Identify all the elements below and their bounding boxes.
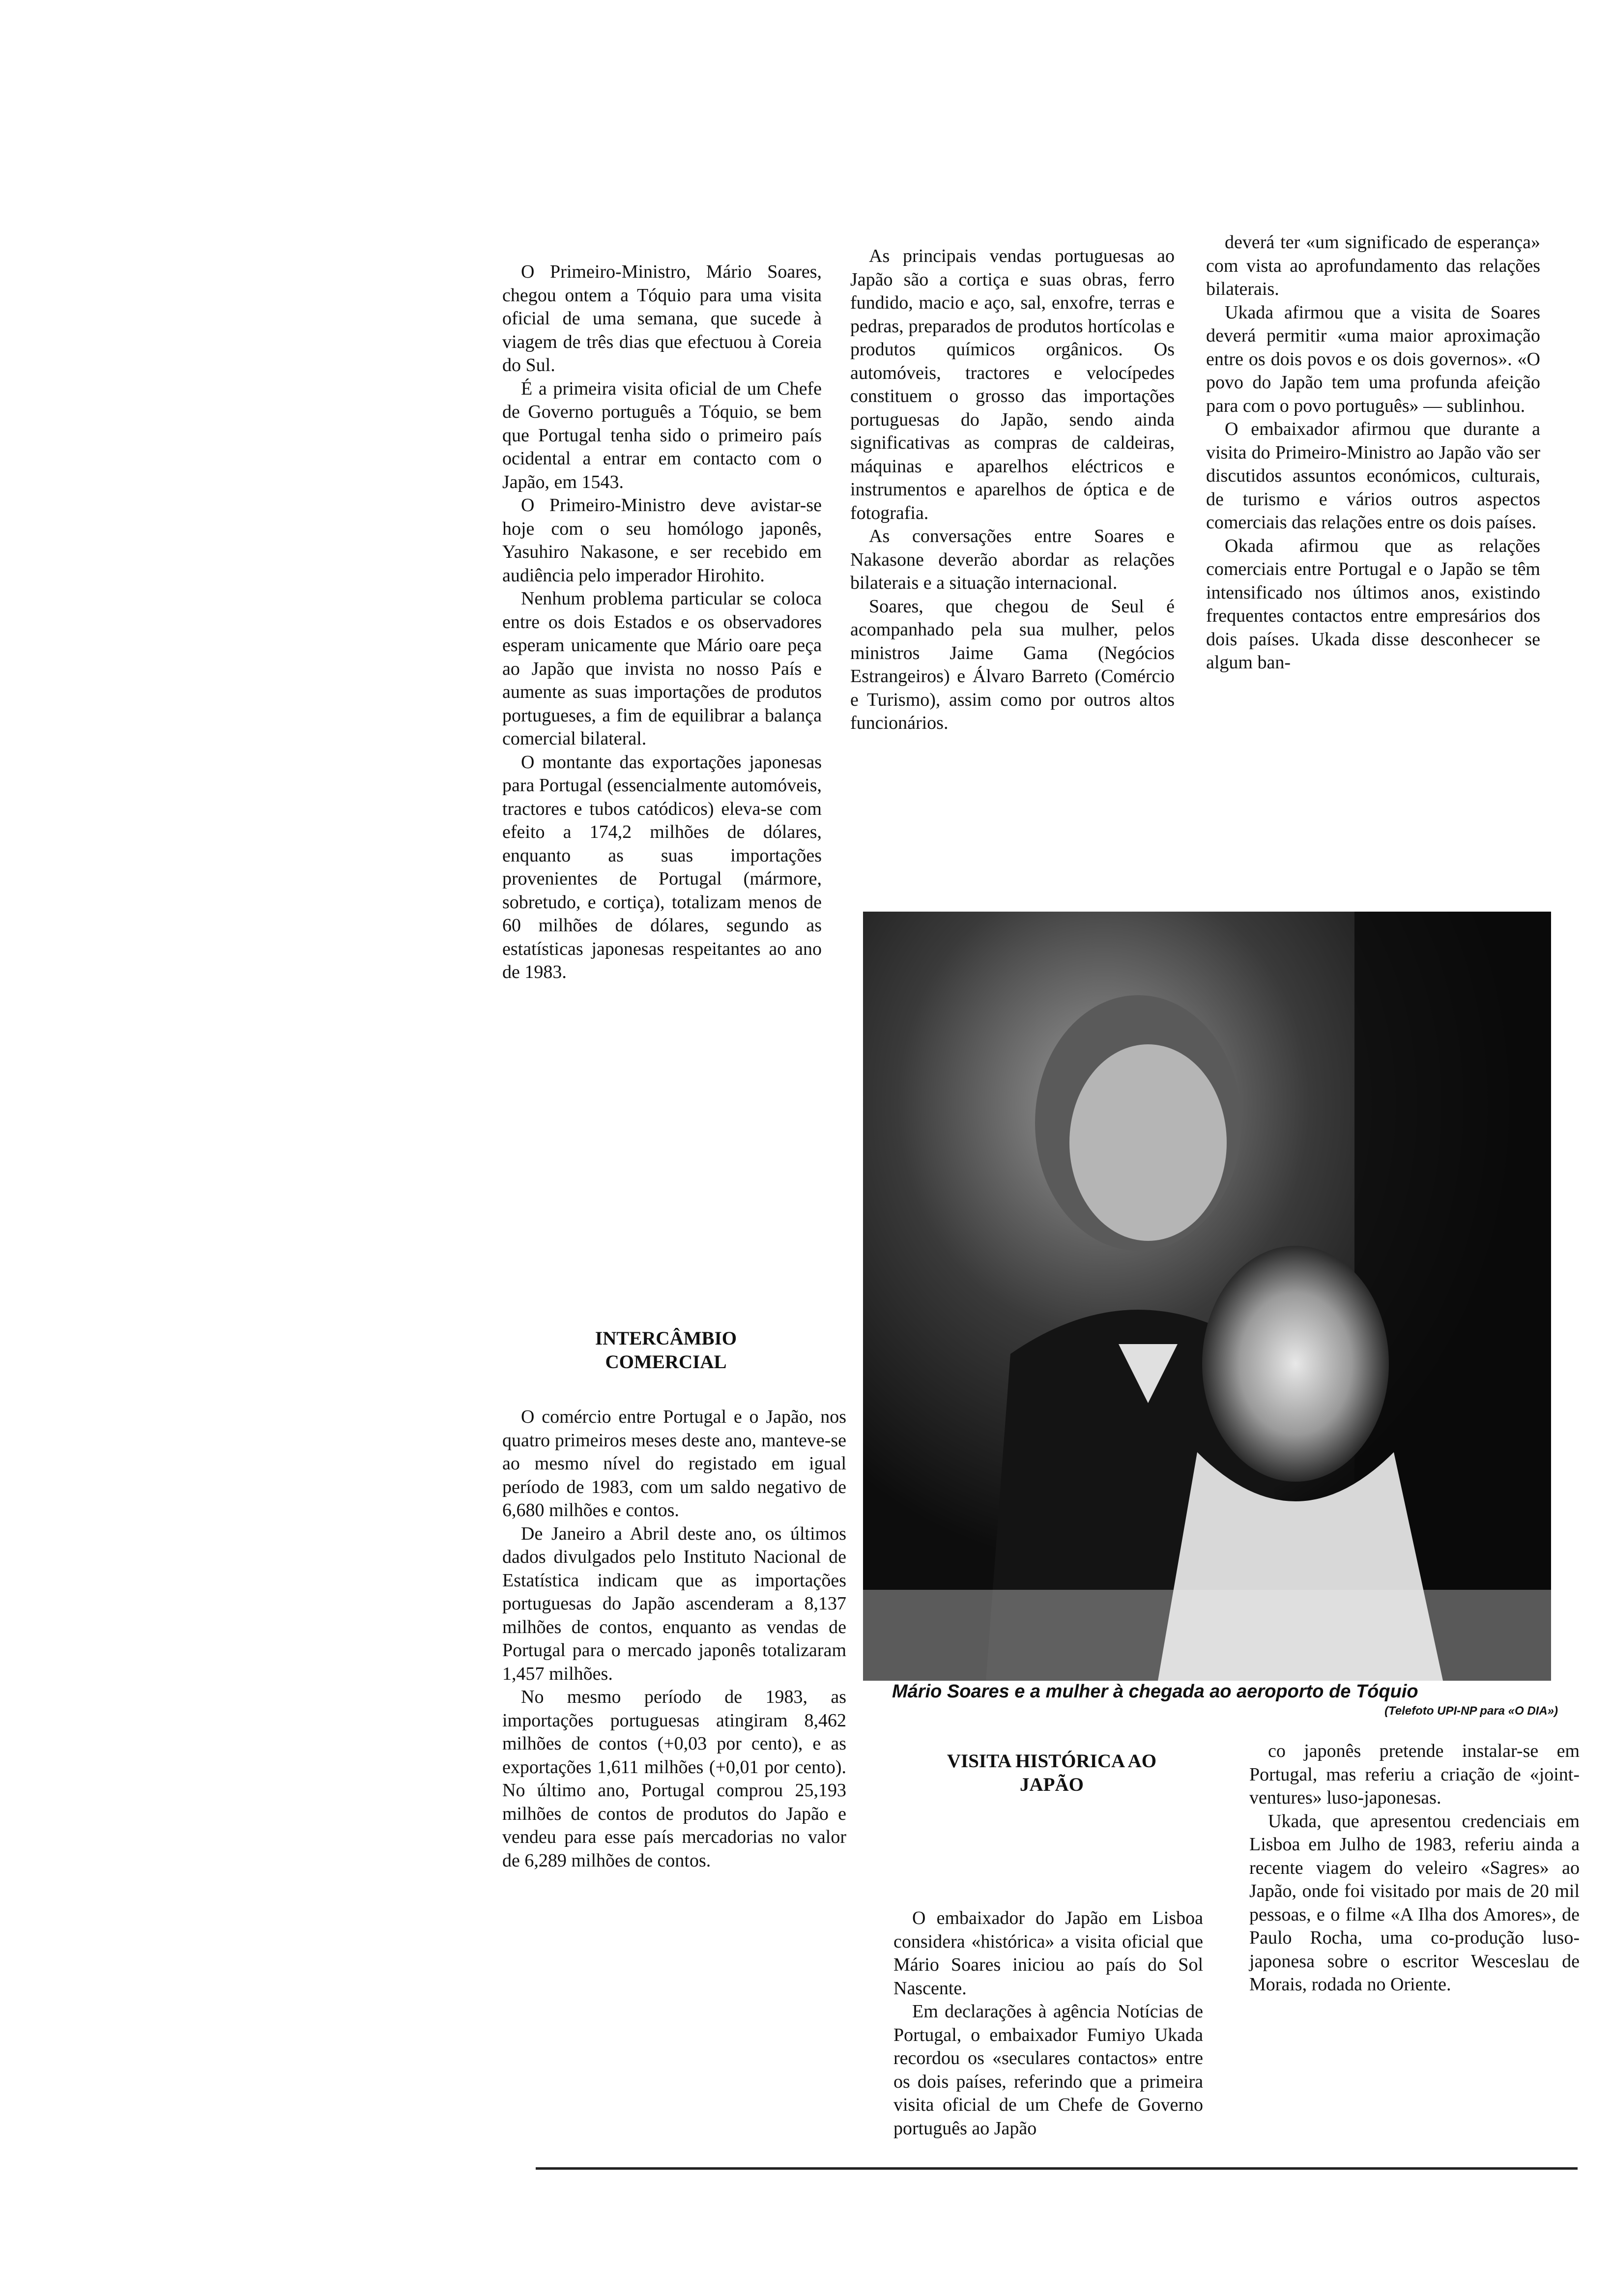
- paragraph: Soares, que chegou de Seul é acompanhado pela sua mulher, pelos ministros Jaime Gama (Negócios Estrangeiros) e Álvaro Barreto (Comércio e Turismo), assim como por outros altos funcionários.: [850, 596, 1175, 733]
- photo-caption: Mário Soares e a mulher à chegada ao aeroporto de Tóquio: [892, 1681, 1418, 1702]
- news-photo: [863, 912, 1551, 1681]
- paragraph: É a primeira visita oficial de um Chefe de Governo português a Tóquio, se bem que Portugal tenha sido o primeiro país ocidental a entrar em contacto com o Japão, em 1543.: [502, 378, 822, 492]
- photo-credit: (Telefoto UPI-NP para «O DIA»): [1384, 1704, 1558, 1718]
- paragraph: Em declarações à agência Notícias de Portugal, o embaixador Fumiyo Ukada recordou os «seculares contactos» entre os dois países, referindo que a primeira visita oficial de um Chefe de Governo português ao Japão: [893, 2001, 1203, 2139]
- bottom-rule: [536, 2167, 1578, 2170]
- article-column-2: [850, 245, 1175, 735]
- paragraph: Ukada, que apresentou credenciais em Lisboa em Julho de 1983, referiu ainda a recente viagem do veleiro «Sagres» ao Japão, onde foi visitado por mais de 20 mil pessoas, e o filme «A Ilha dos Amores», de Paulo Rocha, uma co-produção luso-japonesa sobre o escritor Wesceslau de Morais, rodada no Oriente.: [1249, 1810, 1580, 1995]
- paragraph: O Primeiro-Ministro deve avistar-se hoje com o seu homólogo japonês, Yasuhiro Nakasone, e ser recebido em audiência pelo imperador Hirohito.: [502, 495, 822, 586]
- section-heading-intercambio: INTERCÂMBIO COMERCIAL: [595, 1328, 737, 1373]
- article-column-3-lower: [1249, 1740, 1580, 1997]
- article-column-3: [1206, 231, 1540, 675]
- paragraph: O embaixador afirmou que durante a visita do Primeiro-Ministro ao Japão vão ser discutidos assuntos económicos, culturais, de turismo e vários outros aspectos comerciais das relações entre os dois países.: [1206, 419, 1540, 533]
- paragraph: co japonês pretende instalar-se em Portugal, mas referiu a criação de «joint-ventures» luso-japonesas.: [1249, 1741, 1580, 1808]
- paragraph: Ukada afirmou que a visita de Soares deverá permitir «uma maior aproximação entre os dois povos e os dois governos». «O povo do Japão tem uma profunda afeição para com o povo português» — sublinhou.: [1206, 302, 1540, 416]
- paragraph: As principais vendas portuguesas ao Japão são a cortiça e suas obras, ferro fundido, macio e aço, sal, enxofre, terras e pedras, preparados de produtos hortícolas e produtos químicos orgânicos. Os automóveis, tractores e velocípedes constituem o grosso das importações portuguesas do Japão, sendo ainda significativas as compras de caldeiras, máquinas e aparelhos eléctricos e instrumentos e aparelhos de óptica e de fotografia.: [850, 246, 1175, 523]
- paragraph: O Primeiro-Ministro, Mário Soares, chegou ontem a Tóquio para uma visita oficial de uma semana, que sucede à viagem de três dias que efectuou à Coreia do Sul.: [502, 261, 822, 375]
- section-heading-visita: VISITA HISTÓRICA AO JAPÃO: [947, 1751, 1157, 1795]
- paragraph: deverá ter «um significado de esperança» com vista ao aprofundamento das relações bilaterais.: [1206, 232, 1540, 299]
- paragraph: O comércio entre Portugal e o Japão, nos quatro primeiros meses deste ano, manteve-se ao mesmo nível do registado em igual período de 1983, com um saldo negativo de 6,680 milhões e contos.: [502, 1406, 846, 1521]
- paragraph: As conversações entre Soares e Nakasone deverão abordar as relações bilaterais e a situação internacional.: [850, 526, 1175, 593]
- paragraph: Nenhum problema particular se coloca entre os dois Estados e os observadores esperam unicamente que Mário oare peça ao Japão que invista no nosso País e aumente as suas importações de produtos portugueses, a fim de equilibrar a balança comercial bilateral.: [502, 588, 822, 749]
- article-column-1-lower: [502, 1406, 846, 1872]
- paragraph: O montante das exportações japonesas para Portugal (essencialmente automóveis, tractores e tubos catódicos) eleva-se com efeito a 174,2 milhões de dólares, enquanto as suas importações provenientes de Portugal (mármore, sobretudo, e cortiça), totalizam menos de 60 milhões de dólares, segundo as estatísticas japonesas respeitantes ao ano de 1983.: [502, 751, 822, 982]
- article-column-2-lower: [893, 1907, 1203, 2140]
- paragraph: De Janeiro a Abril deste ano, os últimos dados divulgados pelo Instituto Nacional de Estatística indicam que as importações portuguesas do Japão ascenderam a 8,137 milhões de contos, enquanto as vendas de Portugal para o mercado japonês totalizaram 1,457 milhões.: [502, 1523, 846, 1684]
- photo-illustration: [863, 912, 1551, 1681]
- article-column-1: [502, 260, 822, 984]
- paragraph: O embaixador do Japão em Lisboa considera «histórica» a visita oficial que Mário Soares iniciou ao país do Sol Nascente.: [893, 1908, 1203, 1999]
- paragraph: Okada afirmou que as relações comerciais entre Portugal e o Japão se têm intensificado nos últimos anos, existindo frequentes contactos entre empresários dos dois países. Ukada disse desconhecer se algum ban-: [1206, 535, 1540, 673]
- paragraph: No mesmo período de 1983, as importações portuguesas atingiram 8,462 milhões de contos (+0,03 por cento), e as exportações 1,611 milhões (+0,01 por cento). No último ano, Portugal comprou 25,193 milhões de contos de produtos do Japão e vendeu para esse país mercadorias no valor de 6,289 milhões de contos.: [502, 1687, 846, 1871]
